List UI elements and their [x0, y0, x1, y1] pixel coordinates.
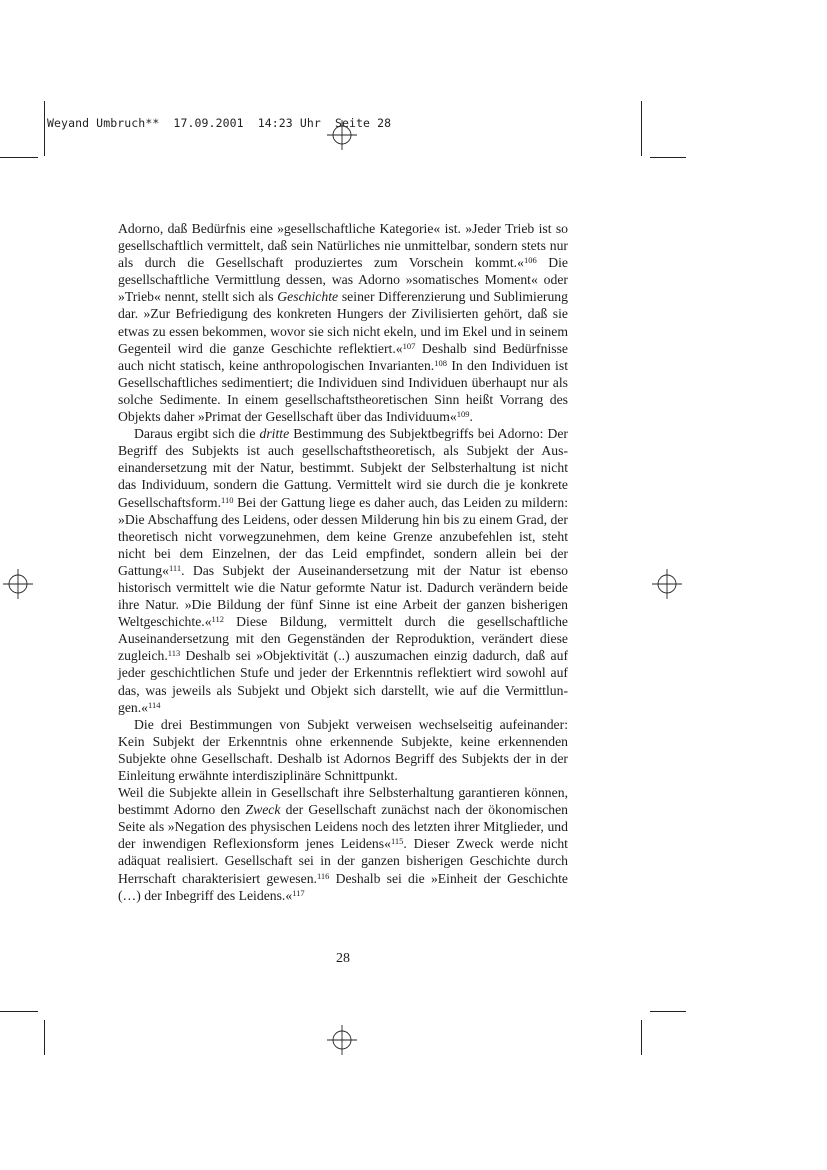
text-run: der Gesellschaft zunächst nach der ökonomischen Seite als »Negation des physischen Leidens noch des letzten ihrer Mitglieder, und der inwendigen Reflexionsform jenes Leidens«: [118, 802, 568, 852]
footnote-ref: 108: [434, 357, 447, 368]
crop-mark: [0, 1011, 38, 1012]
footnote-ref: 109: [456, 409, 470, 420]
text-run: Deshalb sei »Objektivität (..) auszumachen einzig dadurch, daß auf jeder geschichtlichen Stufe und jeder der Erkenntnis reflektiert wird sowohl auf das, was jeweils als Subjekt und Objekt sich darstellt, wie auf die Vermittlungen.«: [118, 648, 568, 715]
registration-mark-icon: [327, 1025, 357, 1055]
registration-mark-icon: [3, 569, 33, 599]
crop-mark: [650, 157, 686, 158]
footnote-ref: 115: [390, 836, 404, 847]
emphasis-text: Geschichte: [277, 289, 339, 305]
text-run: In den Individuen ist Gesellschaftliches sedimentiert; die Individuen sind Individuen überhaupt nur als solche Sedimente. In einem gesellschaftstheoretischen Sinn heißt Vorrang des Objekts daher »Primat der Gesellschaft über das Individuum«: [118, 357, 568, 425]
text-run: Deshalb sind Bedürfnisse auch nicht statisch, keine anthropologischen Invarianten.: [118, 340, 568, 373]
paragraph: [118, 784, 568, 904]
text-run: Die gesellschaftliche Vermittlung dessen, was Adorno »somatisches Moment« oder »Trieb« nennt, stellt sich als: [118, 255, 568, 305]
footnote-ref: 113: [167, 648, 181, 659]
paragraph: [118, 716, 568, 784]
text-run: Adorno, daß Bedürfnis eine »gesellschaftliche Kategorie« ist. »Jeder Trieb ist so gesellschaftlich vermittelt, daß sein Natürliches nie unmittelbar, sondern stets nur als durch die Gesellschaft produziertes zum Vorschein kommt.«: [118, 221, 568, 271]
text-run: Die drei Bestimmungen von Subjekt verweisen wechselseitig aufeinander: Kein Subjekt der Erkenntnis ohne erkennende Subjekte, keine erkennenden Subjekte ohne Gesellschaft. Deshalb ist Adornos Begriff des Subjekts der in der Einleitung erwähnte interdisziplinäre Schnittpunkt.: [118, 716, 568, 783]
text-run: . Dieser Zweck werde nicht adäquat realisiert. Gesellschaft sei in der ganzen bisherigen Geschichte durch Herrschaft charakterisiert gewesen.: [118, 836, 568, 886]
paragraph: [118, 220, 568, 425]
text-run: Bestimmung des Subjektbegriffs bei Adorno: Der Begriff des Subjekts ist auch gesellschaftstheoretisch, als Subjekt der Auseinandersetzung mit der Natur, bestimmt. Subjekt der Selbsterhaltung ist nicht das Individuum, sondern die Gattung. Vermittelt wird sie durch die je konkrete Gesellschaftsform.: [118, 426, 568, 510]
crop-mark: [641, 1020, 642, 1055]
paragraph: [118, 425, 568, 716]
footnote-ref: 112: [211, 614, 224, 625]
printer-slug-line: Weyand Umbruch** 17.09.2001 14:23 Uhr Seite 28: [47, 116, 392, 130]
text-run: Diese Bildung, vermittelt durch die gesellschaftliche Auseinandersetzung mit den Gegenständen der Reproduktion, verändert diese zugleich.: [118, 614, 568, 664]
page-number: 28: [336, 951, 350, 966]
text-run: Daraus ergibt sich die: [134, 426, 260, 442]
crop-mark: [650, 1011, 686, 1012]
crop-mark: [44, 101, 45, 156]
footnote-ref: 111: [168, 562, 182, 573]
footnote-ref: 106: [523, 255, 537, 266]
footnote-ref: 114: [148, 699, 161, 710]
crop-mark: [641, 101, 642, 156]
text-run: Weil die Subjekte allein in Gesellschaft ihre Selbsterhaltung garantieren können, bestimmt Adorno den: [118, 785, 568, 818]
crop-mark: [44, 1020, 45, 1055]
footnote-ref: 116: [316, 870, 330, 881]
footnote-ref: 107: [402, 340, 416, 351]
emphasis-text: dritte: [259, 426, 290, 442]
text-run: Bei der Gattung liege es daher auch, das Leiden zu mildern: »Die Abschaffung des Leidens, oder dessen Milderung hin bis zu einem Grad, der theoretisch nicht vorwegzunehmen, dem keine Grenze anzubefehlen ist, steht nicht bei dem Einzelnen, der das Leid empfindet, sondern allein bei der Gattung«: [118, 494, 568, 578]
crop-mark: [0, 157, 38, 158]
text-run: seiner Differenzierung und Sublimierung dar. »Zur Befriedigung des konkreten Hungers der Zivilisierten gehört, daß sie etwas zu essen bekommen, wovor sie sich nicht ekeln, und im Ekel und in seinem Gegenteil wird die ganze Geschichte reflektiert.«: [118, 289, 568, 356]
text-run: .: [469, 409, 473, 425]
text-run: . Das Subjekt der Auseinandersetzung mit der Natur ist ebenso historisch vermittelt wie die Natur geformte Natur ist. Dadurch verändern beide ihre Natur. »Die Bildung der fünf Sinne ist eine Arbeit der ganzen bisherigen Weltgeschichte.«: [118, 562, 568, 630]
emphasis-text: Zweck: [245, 802, 281, 818]
text-run: Deshalb sei die »Einheit der Geschichte (…) der Inbegriff des Leidens.«: [118, 870, 568, 903]
footnote-ref: 110: [221, 494, 234, 505]
body-text: [118, 220, 568, 904]
registration-mark-icon: [652, 569, 682, 599]
footnote-ref: 117: [292, 887, 305, 898]
